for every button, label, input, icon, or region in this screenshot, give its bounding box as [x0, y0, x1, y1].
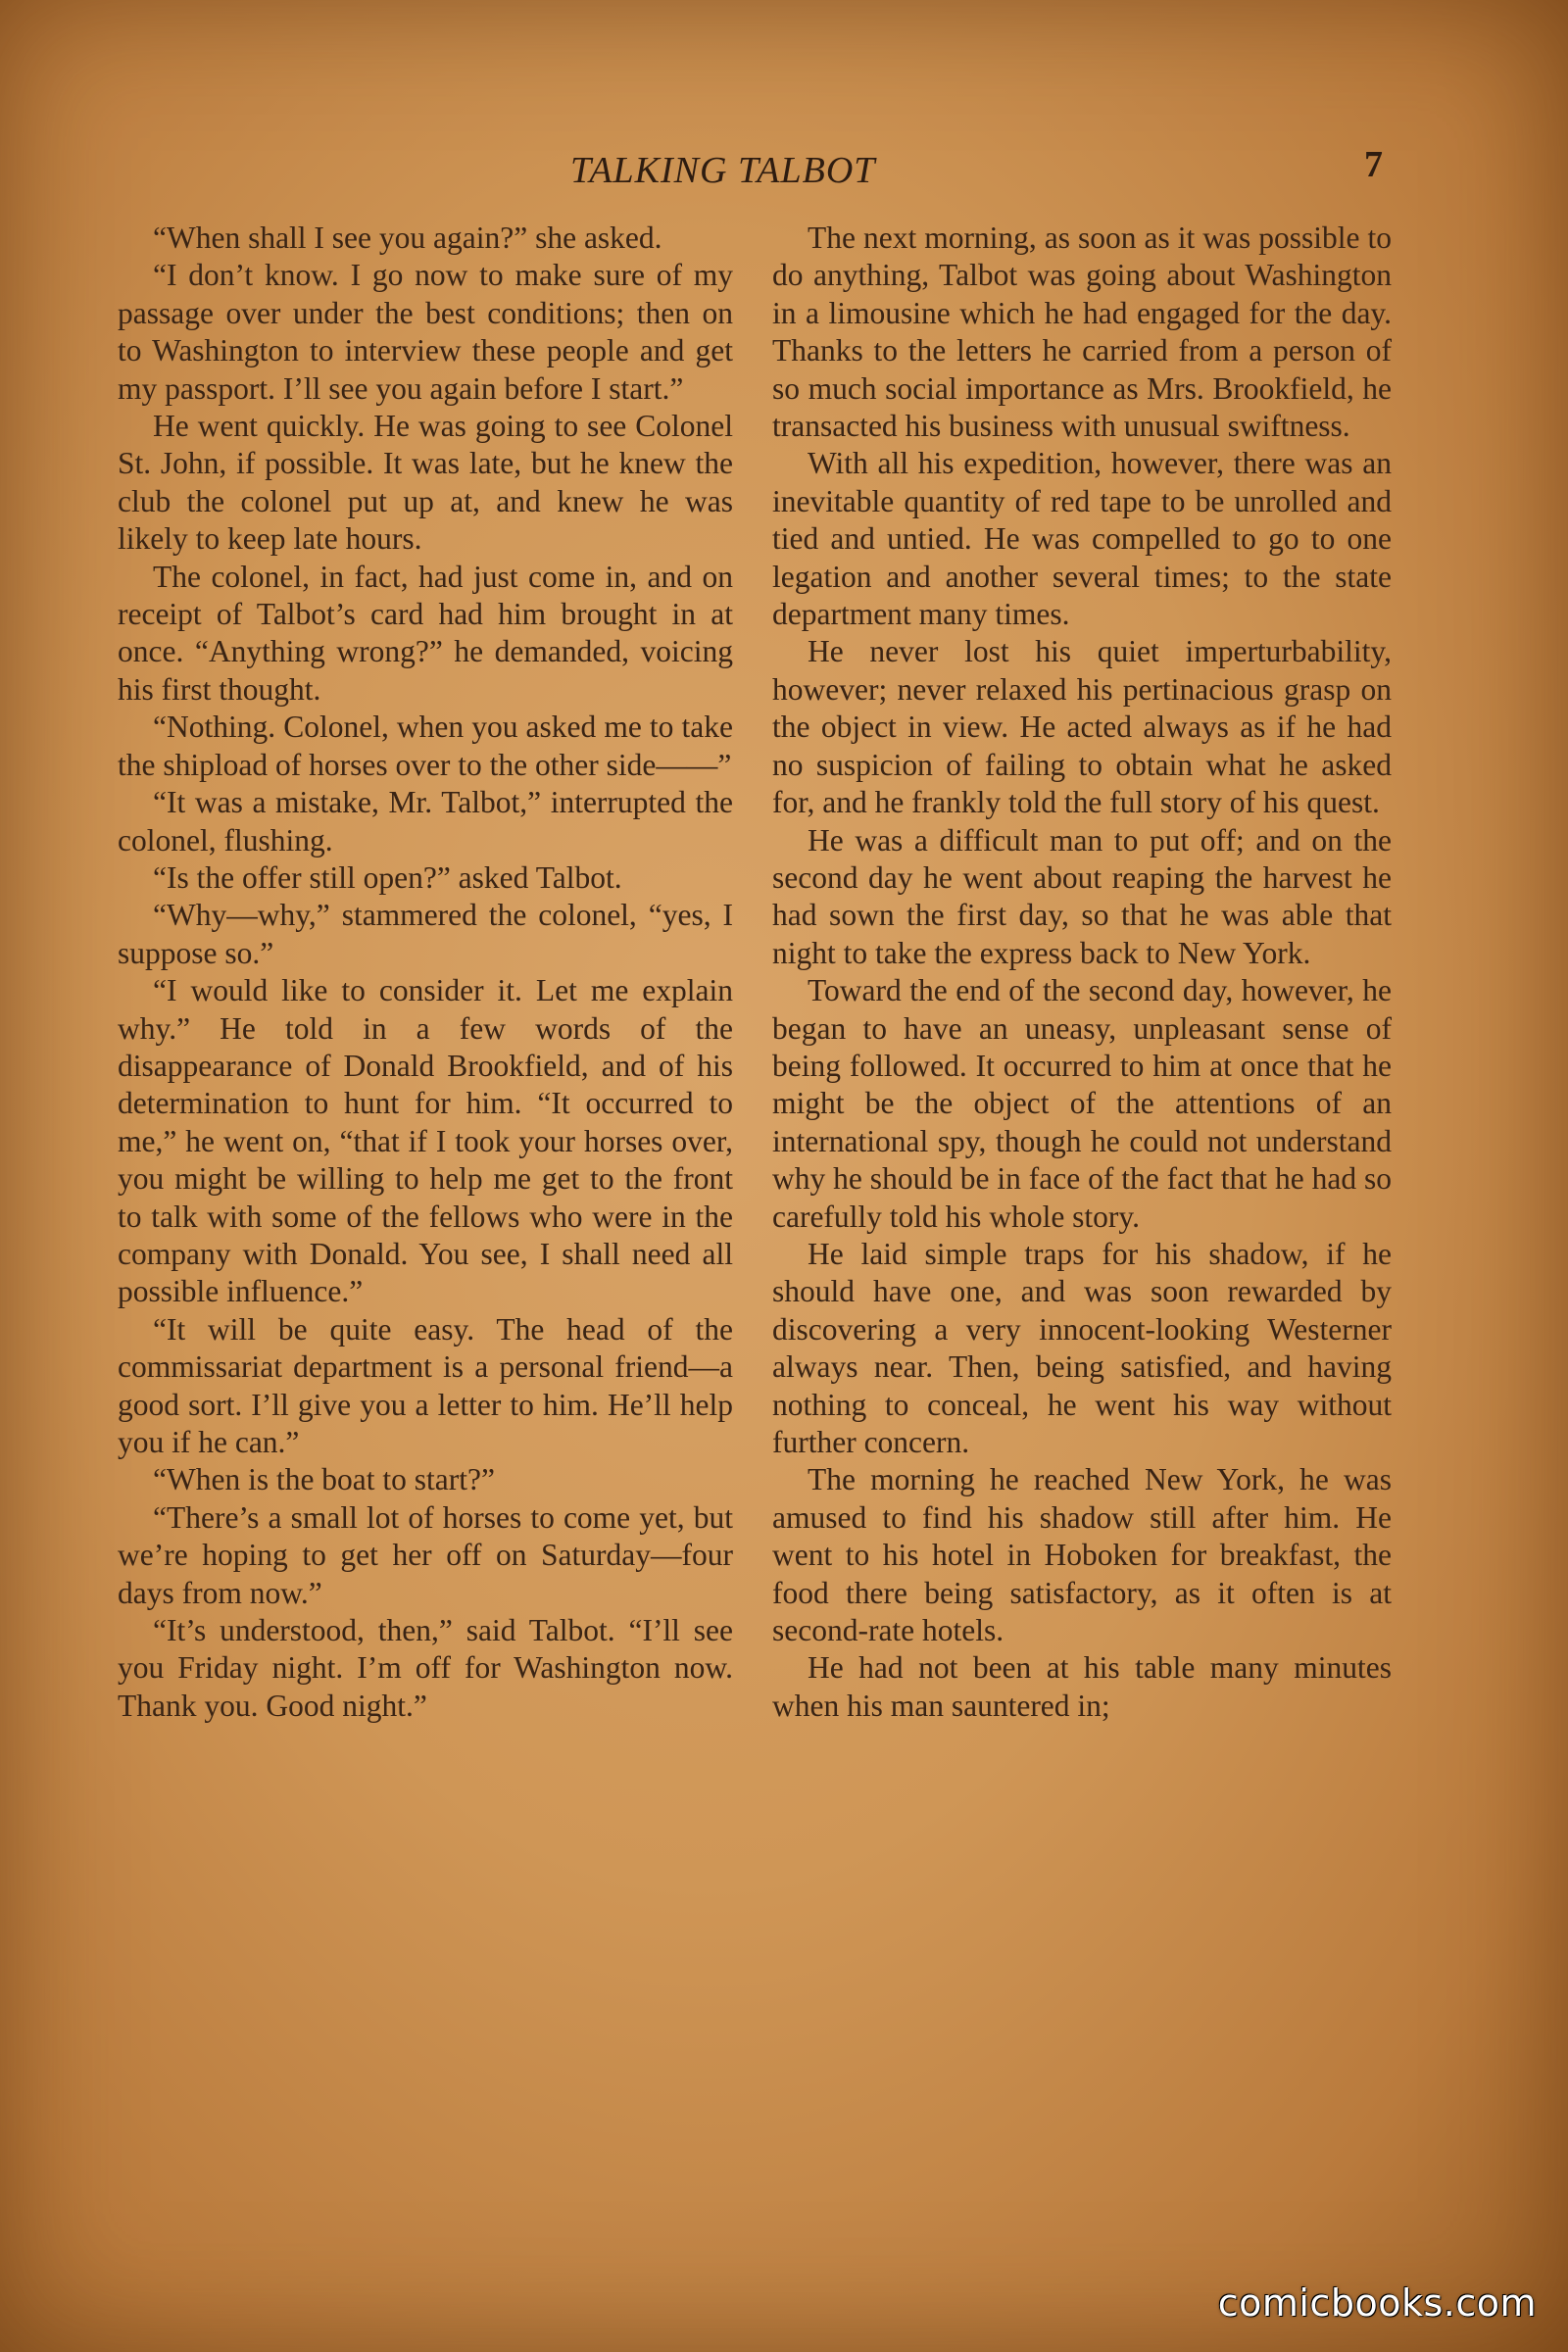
paragraph: “Is the offer still open?” asked Talbot. — [153, 859, 622, 895]
paragraph: The next morning, as soon as it was possible to do anything, Talbot was going about Washington in a limousine which he had engaged for the day. Thanks to the letters he carried from a person of so much social importance as Mrs. Brookfield, he transacted his business with unusual swiftness. — [772, 220, 1392, 444]
paragraph: “It was a mistake, Mr. Talbot,” interrupted the colonel, flushing. — [118, 785, 733, 858]
right-column — [772, 220, 1392, 1725]
paragraph: “There’s a small lot of horses to come yet, but we’re hoping to get her off on Saturday—four days from now.” — [118, 1499, 733, 1610]
paragraph: “When shall I see you again?” she asked. — [153, 220, 662, 255]
page-number: 7 — [1364, 144, 1383, 185]
running-title: TALKING TALBOT — [570, 150, 876, 191]
paragraph: With all his expedition, however, there was an inevitable quantity of red tape to be unrolled and tied and untied. He was compelled to go to one legation and another several times; to the state department many times. — [772, 446, 1392, 632]
paragraph: He was a difficult man to put off; and on the second day he went about reaping the harvest he had sown the first day, so that he was able that night to take the express back to New York. — [772, 822, 1392, 970]
paragraph: “I don’t know. I go now to make sure of my passage over under the best conditions; then on to Washington to interview these people and get my passport. I’ll see you again before I start.” — [118, 258, 733, 406]
page-header — [0, 144, 1568, 208]
paragraph: “Why—why,” stammered the colonel, “yes, I suppose so.” — [118, 898, 733, 970]
paragraph: “I would like to consider it. Let me explain why.” He told in a few words of the disappearance of Donald Brookfield, and of his determination to hunt for him. “It occurred to me,” he went on, “that if I took your horses over, you might be willing to help me get to the front to talk with some of the fellows who were in the company with Donald. You see, I shall need all possible influence.” — [118, 973, 733, 1309]
paragraph: He never lost his quiet imperturbability, however; never relaxed his pertinacious grasp on the object in view. He acted always as if he had no suspicion of failing to obtain what he asked for, and he frankly told the full story of his quest. — [772, 634, 1392, 820]
left-column — [118, 220, 733, 1725]
site-watermark: comicbooks.com — [1217, 2281, 1537, 2325]
paragraph: “Nothing. Colonel, when you asked me to take the shipload of horses over to the other side——” — [118, 710, 733, 782]
paragraph: The colonel, in fact, had just come in, and on receipt of Talbot’s card had him brought in at once. “Anything wrong?” he demanded, voicing his first thought. — [118, 559, 733, 707]
paragraph: “It will be quite easy. The head of the commissariat department is a personal friend—a good sort. I’ll give you a letter to him. He’ll help you if he can.” — [118, 1311, 733, 1459]
paragraph: He went quickly. He was going to see Colonel St. John, if possible. It was late, but he knew the club the colonel put up at, and knew he was likely to keep late hours. — [118, 409, 733, 557]
paragraph: The morning he reached New York, he was amused to find his shadow still after him. He went to his hotel in Hoboken for breakfast, the food there being satisfactory, as it often is at second-rate hotels. — [772, 1462, 1392, 1648]
paragraph: “It’s understood, then,” said Talbot. “I’ll see you Friday night. I’m off for Washington now. Thank you. Good night.” — [118, 1613, 733, 1723]
paragraph: He had not been at his table many minutes when his man sauntered in; — [772, 1650, 1392, 1723]
paragraph: “When is the boat to start?” — [153, 1462, 495, 1497]
paragraph: He laid simple traps for his shadow, if he should have one, and was soon rewarded by discovering a very innocent-looking Westerner always near. Then, being satisfied, and having nothing to conceal, he went his way without further concern. — [772, 1236, 1392, 1459]
paragraph: Toward the end of the second day, however, he began to have an uneasy, unpleasant sense of being followed. It occurred to him at once that he might be the object of the attentions of an international spy, though he could not understand why he should be in face of the fact that he had so carefully told his whole story. — [772, 973, 1392, 1234]
